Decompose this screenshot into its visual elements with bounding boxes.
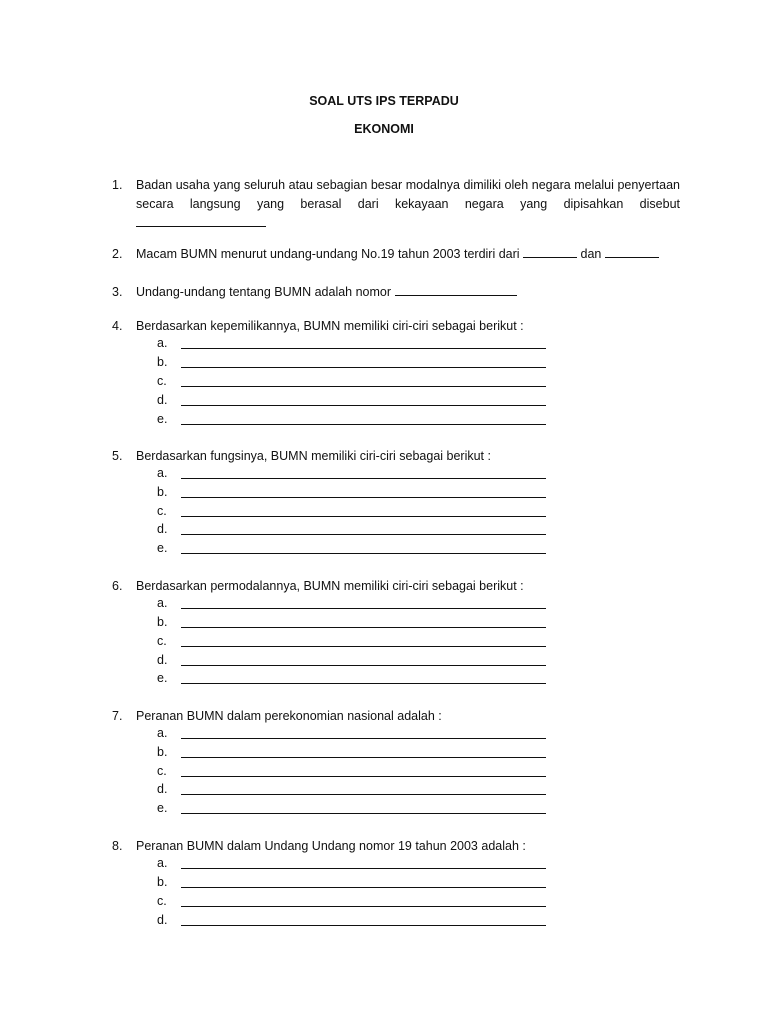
question-number: 6.: [112, 579, 123, 593]
answer-line[interactable]: [181, 608, 546, 609]
option-c[interactable]: [157, 892, 179, 911]
question-text: Peranan BUMN dalam Undang Undang nomor 19 tahun 2003 adalah :: [136, 839, 526, 853]
answer-line[interactable]: [181, 424, 546, 425]
answer-line[interactable]: [181, 497, 546, 498]
option-e[interactable]: [157, 539, 179, 558]
option-c[interactable]: [157, 632, 179, 651]
answer-blank[interactable]: [395, 283, 517, 296]
option-letter: b.: [157, 355, 168, 369]
answer-line[interactable]: [181, 534, 546, 535]
option-letter: b.: [157, 875, 168, 889]
option-d[interactable]: [157, 391, 179, 410]
question-text: Berdasarkan kepemilikannya, BUMN memiliki ciri-ciri sebagai berikut :: [136, 319, 524, 333]
option-b[interactable]: [157, 873, 179, 892]
option-e[interactable]: [157, 799, 179, 818]
option-letter: a.: [157, 336, 168, 350]
answer-line[interactable]: [181, 738, 546, 739]
option-b[interactable]: [157, 483, 179, 502]
answer-line[interactable]: [181, 405, 546, 406]
answer-blank-line[interactable]: [136, 214, 680, 233]
answer-line[interactable]: [181, 794, 546, 795]
answer-line[interactable]: [181, 478, 546, 479]
option-letter: a.: [157, 596, 168, 610]
option-a[interactable]: [157, 724, 179, 743]
option-letter: e.: [157, 412, 168, 426]
answer-line[interactable]: [181, 646, 546, 647]
question-5: [112, 447, 680, 466]
option-letter: c.: [157, 894, 167, 908]
option-a[interactable]: [157, 464, 179, 483]
option-letter: b.: [157, 745, 168, 759]
option-letter: d.: [157, 913, 168, 927]
question-number: 8.: [112, 839, 123, 853]
option-letter: b.: [157, 485, 168, 499]
option-letter: e.: [157, 541, 168, 555]
question-number: 4.: [112, 319, 123, 333]
question-text-line-1: Badan usaha yang seluruh atau sebagian besar modalnya dimiliki oleh negara melalui penyertaan: [136, 178, 680, 192]
option-letter: c.: [157, 374, 167, 388]
option-a[interactable]: [157, 594, 179, 613]
question-number: 1.: [112, 178, 123, 192]
answer-line[interactable]: [181, 665, 546, 666]
answer-blank[interactable]: [136, 214, 266, 227]
answer-line[interactable]: [181, 553, 546, 554]
option-letter: e.: [157, 801, 168, 815]
question-number: 5.: [112, 449, 123, 463]
answer-line[interactable]: [181, 367, 546, 368]
option-a[interactable]: [157, 854, 179, 873]
option-letter: d.: [157, 782, 168, 796]
answer-line[interactable]: [181, 757, 546, 758]
question-number: 2.: [112, 247, 123, 261]
question-text: Peranan BUMN dalam perekonomian nasional adalah :: [136, 709, 442, 723]
option-letter: b.: [157, 615, 168, 629]
option-letter: d.: [157, 653, 168, 667]
answer-line[interactable]: [181, 683, 546, 684]
answer-line[interactable]: [181, 813, 546, 814]
option-letter: a.: [157, 726, 168, 740]
question-text-connector: dan: [580, 247, 602, 261]
question-3: [112, 283, 680, 302]
option-b[interactable]: [157, 353, 179, 372]
question-number: 7.: [112, 709, 123, 723]
option-a[interactable]: [157, 334, 179, 353]
question-number: 3.: [112, 285, 123, 299]
answer-line[interactable]: [181, 776, 546, 777]
answer-line[interactable]: [181, 386, 546, 387]
option-letter: a.: [157, 466, 168, 480]
option-letter: d.: [157, 393, 168, 407]
option-letter: d.: [157, 522, 168, 536]
option-d[interactable]: [157, 651, 179, 670]
option-letter: a.: [157, 856, 168, 870]
question-8: [112, 837, 680, 856]
option-c[interactable]: [157, 372, 179, 391]
answer-line[interactable]: [181, 887, 546, 888]
answer-line[interactable]: [181, 925, 546, 926]
option-letter: c.: [157, 764, 167, 778]
option-e[interactable]: [157, 410, 179, 429]
option-d[interactable]: [157, 780, 179, 799]
question-text: Berdasarkan fungsinya, BUMN memiliki ciri-ciri sebagai berikut :: [136, 449, 491, 463]
document-title: SOAL UTS IPS TERPADU: [309, 94, 459, 108]
option-letter: e.: [157, 671, 168, 685]
answer-line[interactable]: [181, 868, 546, 869]
option-b[interactable]: [157, 613, 179, 632]
question-text-line-2: secara langsung yang berasal dari kekayaan negara yang dipisahkan disebut: [136, 197, 680, 211]
option-c[interactable]: [157, 762, 179, 781]
answer-line[interactable]: [181, 906, 546, 907]
answer-line[interactable]: [181, 348, 546, 349]
option-letter: c.: [157, 504, 167, 518]
question-text: Berdasarkan permodalannya, BUMN memiliki ciri-ciri sebagai berikut :: [136, 579, 524, 593]
answer-blank-1[interactable]: [523, 245, 577, 258]
question-text: Macam BUMN menurut undang-undang No.19 tahun 2003 terdiri dari: [136, 247, 520, 261]
option-c[interactable]: [157, 502, 179, 521]
answer-line[interactable]: [181, 516, 546, 517]
question-1: [112, 176, 680, 233]
option-letter: c.: [157, 634, 167, 648]
answer-line[interactable]: [181, 627, 546, 628]
option-b[interactable]: [157, 743, 179, 762]
answer-blank-2[interactable]: [605, 245, 659, 258]
question-4: [112, 317, 680, 336]
document-subtitle: EKONOMI: [354, 122, 414, 136]
question-2: [112, 245, 680, 264]
option-e[interactable]: [157, 669, 179, 688]
question-text: Undang-undang tentang BUMN adalah nomor: [136, 285, 392, 299]
option-d[interactable]: [157, 520, 179, 539]
option-d[interactable]: [157, 911, 179, 930]
question-6: [112, 577, 680, 596]
question-7: [112, 707, 680, 726]
